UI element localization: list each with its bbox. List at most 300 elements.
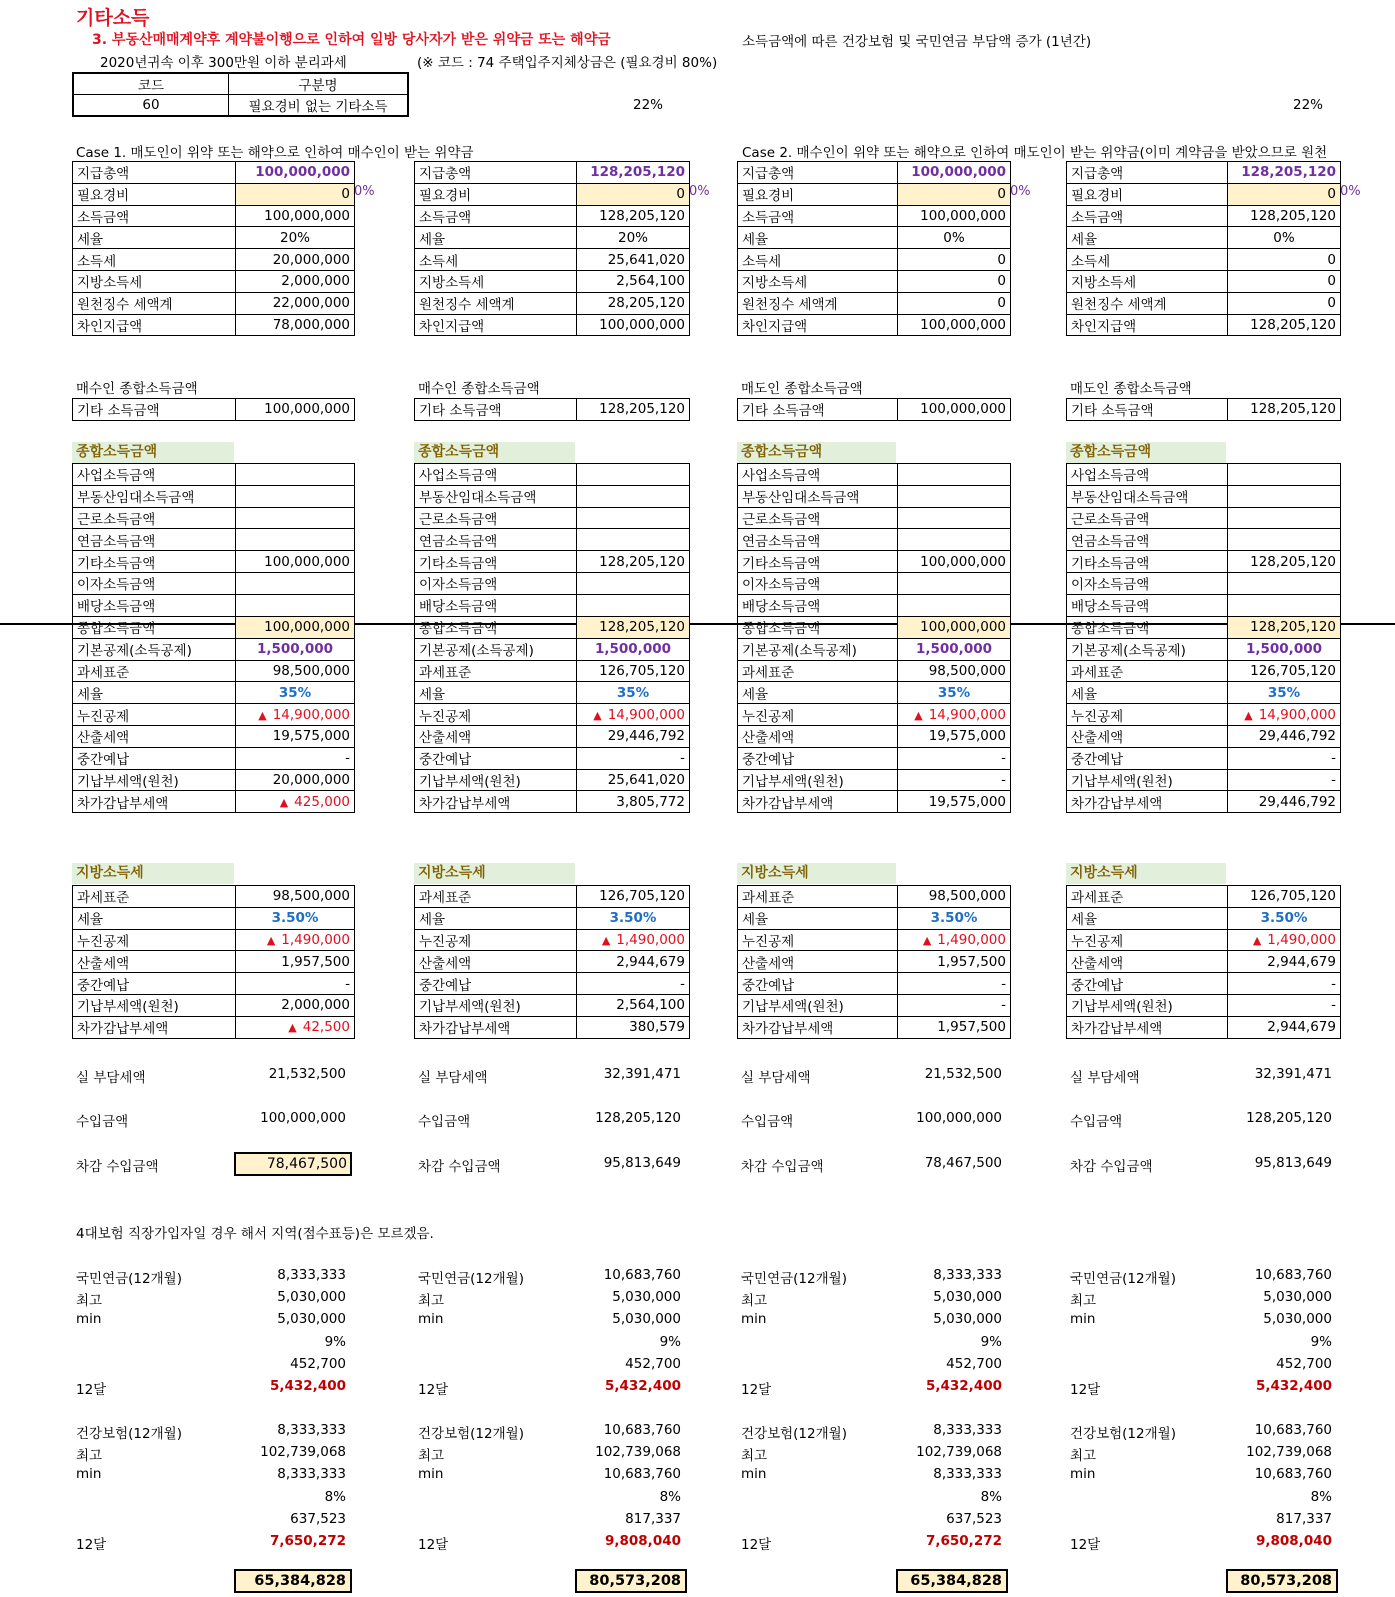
cell-value: 100,000,000 <box>920 401 1006 418</box>
row-label: 차가감납부세액 <box>738 791 898 813</box>
row-value <box>236 572 355 594</box>
row-label: 산출세액 <box>1067 725 1228 747</box>
row-value <box>898 725 1011 747</box>
row-value <box>236 725 355 747</box>
row-value <box>577 1016 690 1038</box>
table-row <box>73 682 355 704</box>
row-label: 누진공제 <box>738 704 898 726</box>
table-row <box>1067 791 1341 813</box>
red-triangle-up-icon: ▲ <box>288 1021 297 1035</box>
table-row <box>73 270 355 292</box>
table-row <box>415 551 690 573</box>
health-value: 10,683,760 <box>603 1422 681 1438</box>
table-row <box>73 485 355 507</box>
row-label: 차가감납부세액 <box>1067 1016 1228 1038</box>
pension-label: min <box>1070 1311 1096 1328</box>
cell-value: 126,705,120 <box>1250 662 1336 679</box>
section-header-comprehensive: 종합소득금액 <box>1066 442 1226 463</box>
row-value <box>1228 704 1341 726</box>
row-value <box>577 791 690 813</box>
row-label: 차인지급액 <box>415 314 577 336</box>
row-label: 기납부세액(원천) <box>415 994 577 1016</box>
net-income-value: 78,467,500 <box>234 1152 352 1176</box>
row-label: 기본공제(소득공제) <box>738 638 898 660</box>
table-row <box>73 617 355 639</box>
row-label: 이자소득금액 <box>415 572 577 594</box>
row-value <box>577 951 690 973</box>
row-value <box>1228 725 1341 747</box>
row-value <box>1228 205 1341 227</box>
row-value <box>577 725 690 747</box>
cell-value: 20% <box>617 229 648 246</box>
table-row <box>73 929 355 951</box>
pension-value: 5,030,000 <box>1263 1289 1332 1306</box>
row-label: 세율 <box>1067 907 1228 929</box>
row-label: 중간예납 <box>73 973 236 995</box>
row-value <box>1228 292 1341 314</box>
summary-value: 21,532,500 <box>924 1066 1002 1082</box>
health-value: 637,523 <box>290 1510 346 1527</box>
row-label: 사업소득금액 <box>738 464 898 486</box>
cell-value: - <box>1001 771 1006 788</box>
row-value <box>1228 594 1341 616</box>
table-row <box>738 929 1011 951</box>
page-title: 기타소득 <box>76 7 150 29</box>
cell-value: 19,575,000 <box>928 793 1006 810</box>
cell-value: 100,000,000 <box>920 207 1006 224</box>
table-row <box>415 270 690 292</box>
row-value <box>898 973 1011 995</box>
health-value: 102,739,068 <box>916 1444 1002 1461</box>
table-row <box>73 227 355 249</box>
pension-value: 9% <box>659 1333 681 1350</box>
row-label: 소득세 <box>415 249 577 271</box>
section-header-local-tax: 지방소득세 <box>1066 863 1226 884</box>
row-value <box>1228 769 1341 791</box>
row-value <box>1228 464 1341 486</box>
section-header-local-tax: 지방소득세 <box>72 863 234 884</box>
row-value <box>236 886 355 908</box>
cell-value: 14,900,000 <box>272 706 350 723</box>
gross-income-table <box>1066 398 1341 421</box>
row-value <box>236 617 355 639</box>
row-label: 연금소득금액 <box>73 529 236 551</box>
row-label: 중간예납 <box>1067 973 1228 995</box>
row-value <box>898 617 1011 639</box>
row-value <box>236 270 355 292</box>
row-label: 차가감납부세액 <box>415 1016 577 1038</box>
table-row <box>415 638 690 660</box>
cell-value: 2,944,679 <box>616 953 685 970</box>
cell-value: 14,900,000 <box>928 706 1006 723</box>
table-row <box>1067 660 1341 682</box>
row-label: 필요경비 <box>415 183 577 205</box>
cell-value: 1,490,000 <box>937 931 1006 948</box>
cell-value: 128,205,120 <box>1250 401 1336 418</box>
cell-value: 2,944,679 <box>1267 953 1336 970</box>
row-value <box>898 638 1011 660</box>
row-value <box>1228 886 1341 908</box>
row-value <box>898 485 1011 507</box>
table-row <box>1067 399 1341 421</box>
cell-value: 126,705,120 <box>599 662 685 679</box>
table-row <box>1067 485 1341 507</box>
total-burden-value: 80,573,208 <box>1226 1569 1338 1593</box>
pension-value: 452,700 <box>290 1355 346 1372</box>
row-label: 차가감납부세액 <box>1067 791 1228 813</box>
row-label: 지방소득세 <box>738 270 898 292</box>
row-value <box>236 769 355 791</box>
local-tax-table <box>72 885 355 1039</box>
cell-value: 100,000,000 <box>255 164 350 181</box>
table-row <box>738 507 1011 529</box>
row-value <box>236 1016 355 1038</box>
pension-value: 5,030,000 <box>612 1311 681 1328</box>
note-separate-tax: 2020년귀속 이후 300만원 이하 분리과세 <box>100 55 347 71</box>
row-label: 배당소득금액 <box>415 594 577 616</box>
cell-value: 35% <box>278 684 312 701</box>
table-row <box>1067 682 1341 704</box>
table-row <box>738 704 1011 726</box>
table-row <box>1067 929 1341 951</box>
table-row <box>415 485 690 507</box>
cell-value: 1,490,000 <box>1267 931 1336 948</box>
row-value <box>898 249 1011 271</box>
cell-value: 128,205,120 <box>599 619 685 636</box>
income-tax-table <box>72 616 355 813</box>
health-label: min <box>741 1466 767 1483</box>
table-row <box>73 551 355 573</box>
table-row <box>73 951 355 973</box>
table-row <box>738 951 1011 973</box>
cell-value: 29,446,792 <box>1258 728 1336 745</box>
row-label: 지급총액 <box>415 162 577 184</box>
row-value <box>236 747 355 769</box>
health-label: min <box>1070 1466 1096 1483</box>
row-value <box>577 183 690 205</box>
row-value <box>898 529 1011 551</box>
row-label: 차가감납부세액 <box>415 791 577 813</box>
summary-value: 95,813,649 <box>603 1155 681 1171</box>
cell-value: - <box>1331 997 1336 1014</box>
row-label: 기타소득금액 <box>415 551 577 573</box>
section-header-local-tax: 지방소득세 <box>737 863 896 884</box>
table-row <box>1067 725 1341 747</box>
health-label: 12달 <box>76 1537 107 1553</box>
row-label: 연금소득금액 <box>415 529 577 551</box>
summary-value: 128,205,120 <box>595 1110 681 1126</box>
cell-value: 1,490,000 <box>281 931 350 948</box>
table-row <box>1067 162 1341 184</box>
gross-income-title: 매수인 종합소득금액 <box>418 381 540 397</box>
pension-label: 12달 <box>741 1382 772 1398</box>
table-row <box>73 704 355 726</box>
table-row <box>73 907 355 929</box>
row-value <box>236 638 355 660</box>
gross-income-table <box>414 398 690 421</box>
row-value <box>898 769 1011 791</box>
row-label: 기본공제(소득공제) <box>415 638 577 660</box>
table-row <box>73 249 355 271</box>
row-label: 종합소득금액 <box>415 617 577 639</box>
row-value <box>577 929 690 951</box>
row-label: 누진공제 <box>1067 704 1228 726</box>
row-label: 지급총액 <box>1067 162 1228 184</box>
row-label: 근로소득금액 <box>1067 507 1228 529</box>
row-label: 차인지급액 <box>73 314 236 336</box>
red-triangle-up-icon: ▲ <box>258 708 267 722</box>
row-value <box>236 507 355 529</box>
cell-value: 100,000,000 <box>264 207 350 224</box>
cell-value: 98,500,000 <box>272 662 350 679</box>
row-value <box>577 973 690 995</box>
cell-value: 98,500,000 <box>272 888 350 905</box>
row-label: 배당소득금액 <box>738 594 898 616</box>
pension-value: 5,432,400 <box>269 1378 346 1394</box>
pension-value: 452,700 <box>625 1355 681 1372</box>
row-label: 누진공제 <box>1067 929 1228 951</box>
category-value: 필요경비 없는 기타소득 <box>229 95 409 117</box>
category-header: 구분명 <box>229 73 409 95</box>
withholding-table <box>1066 161 1341 336</box>
pension-value: 5,030,000 <box>277 1289 346 1306</box>
row-label: 차가감납부세액 <box>738 1016 898 1038</box>
table-row <box>73 205 355 227</box>
row-value <box>236 791 355 813</box>
health-value: 10,683,760 <box>1254 1422 1332 1438</box>
cell-value: 3.50% <box>1260 910 1308 927</box>
row-value <box>1228 682 1341 704</box>
rate-22-a: 22% <box>633 97 664 113</box>
table-row <box>415 704 690 726</box>
cell-value: 126,705,120 <box>1250 888 1336 905</box>
row-label: 중간예납 <box>1067 747 1228 769</box>
pension-value: 9% <box>980 1333 1002 1350</box>
table-row <box>738 660 1011 682</box>
row-value <box>236 399 355 421</box>
row-value <box>1228 485 1341 507</box>
health-value: 102,739,068 <box>595 1444 681 1461</box>
pension-value: 452,700 <box>946 1355 1002 1372</box>
cell-value: 19,575,000 <box>928 728 1006 745</box>
table-row <box>415 183 690 205</box>
row-value <box>236 314 355 336</box>
row-value <box>1228 791 1341 813</box>
cell-value: 128,205,120 <box>1250 316 1336 333</box>
row-value <box>577 638 690 660</box>
row-value <box>1228 551 1341 573</box>
table-row <box>415 314 690 336</box>
table-row <box>1067 907 1341 929</box>
table-row <box>1067 464 1341 486</box>
row-label: 누진공제 <box>73 704 236 726</box>
gross-income-title: 매도인 종합소득금액 <box>1070 381 1192 397</box>
health-value: 7,650,272 <box>925 1533 1002 1549</box>
health-value: 9,808,040 <box>1255 1533 1332 1549</box>
health-value: 8% <box>659 1488 681 1505</box>
table-row <box>415 682 690 704</box>
table-row <box>73 994 355 1016</box>
row-value <box>236 551 355 573</box>
row-value <box>577 162 690 184</box>
table-row <box>415 162 690 184</box>
row-value <box>1228 270 1341 292</box>
row-label: 세율 <box>738 227 898 249</box>
table-row <box>73 769 355 791</box>
table-row <box>415 594 690 616</box>
row-label: 소득세 <box>1067 249 1228 271</box>
row-value <box>898 1016 1011 1038</box>
cell-value: 0 <box>676 186 685 203</box>
table-row <box>73 529 355 551</box>
row-value <box>1228 907 1341 929</box>
row-label: 산출세액 <box>415 951 577 973</box>
cell-value: 14,900,000 <box>607 706 685 723</box>
cell-value: - <box>1001 750 1006 767</box>
row-label: 중간예납 <box>738 973 898 995</box>
table-row <box>415 1016 690 1038</box>
pension-label: 최고 <box>1070 1293 1097 1310</box>
total-burden-value: 65,384,828 <box>896 1569 1008 1593</box>
row-label: 세율 <box>1067 682 1228 704</box>
row-value <box>898 292 1011 314</box>
cell-value: 25,641,020 <box>607 251 685 268</box>
table-row <box>415 747 690 769</box>
row-label: 차가감납부세액 <box>73 1016 236 1038</box>
summary-label: 차감 수입금액 <box>418 1159 501 1175</box>
row-label: 기타소득금액 <box>73 551 236 573</box>
row-label: 배당소득금액 <box>1067 594 1228 616</box>
row-value <box>236 704 355 726</box>
red-triangle-up-icon: ▲ <box>266 933 276 947</box>
table-row <box>1067 704 1341 726</box>
summary-value: 78,467,500 <box>924 1155 1002 1171</box>
case1-title: Case 1. 매도인이 위약 또는 해약으로 인하여 매수인이 받는 위약금 <box>76 145 474 161</box>
table-row <box>415 660 690 682</box>
table-row <box>738 791 1011 813</box>
table-row <box>415 292 690 314</box>
pension-label: 국민연금(12개월) <box>741 1271 847 1287</box>
health-value: 7,650,272 <box>269 1533 346 1549</box>
table-row <box>73 162 355 184</box>
cell-value: 128,205,120 <box>1250 553 1336 570</box>
cell-value: 128,205,120 <box>1241 164 1336 181</box>
row-label: 세율 <box>738 682 898 704</box>
table-row <box>73 973 355 995</box>
row-value <box>236 529 355 551</box>
cell-value: 25,641,020 <box>607 771 685 788</box>
row-label: 차가감납부세액 <box>73 791 236 813</box>
table-row <box>738 162 1011 184</box>
table-row <box>1067 638 1341 660</box>
row-value <box>236 594 355 616</box>
row-label: 세율 <box>415 907 577 929</box>
cell-value: 0 <box>341 186 350 203</box>
health-label: 12달 <box>1070 1537 1101 1553</box>
row-label: 중간예납 <box>738 747 898 769</box>
health-label: 건강보험(12개월) <box>418 1426 524 1442</box>
table-row <box>738 183 1011 205</box>
row-label: 세율 <box>415 682 577 704</box>
row-label: 기납부세액(원천) <box>738 769 898 791</box>
row-value <box>577 682 690 704</box>
cell-value: 100,000,000 <box>264 619 350 636</box>
row-value <box>1228 973 1341 995</box>
cell-value: 2,000,000 <box>281 997 350 1014</box>
summary-value: 32,391,471 <box>1254 1066 1332 1082</box>
row-value <box>1228 162 1341 184</box>
table-row <box>73 464 355 486</box>
table-row <box>738 886 1011 908</box>
row-value <box>236 205 355 227</box>
row-label: 종합소득금액 <box>1067 617 1228 639</box>
row-label: 중간예납 <box>415 973 577 995</box>
row-value <box>236 929 355 951</box>
row-value <box>577 529 690 551</box>
table-row <box>738 747 1011 769</box>
row-label: 원천징수 세액계 <box>1067 292 1228 314</box>
health-value: 817,337 <box>625 1510 681 1527</box>
table-row <box>73 572 355 594</box>
health-value: 102,739,068 <box>260 1444 346 1461</box>
expense-rate: 0% <box>689 184 710 199</box>
cell-value: 2,944,679 <box>1267 1019 1336 1036</box>
withholding-table <box>414 161 690 336</box>
cell-value: 1,500,000 <box>594 641 671 658</box>
row-label: 기납부세액(원천) <box>1067 769 1228 791</box>
summary-value: 95,813,649 <box>1254 1155 1332 1171</box>
cell-value: 128,205,120 <box>599 401 685 418</box>
pension-label: min <box>418 1311 444 1328</box>
table-row <box>738 227 1011 249</box>
row-label: 산출세액 <box>738 725 898 747</box>
row-value <box>898 747 1011 769</box>
cell-value: 1,500,000 <box>256 641 333 658</box>
row-value <box>1228 572 1341 594</box>
table-row <box>738 464 1011 486</box>
cell-value: 0 <box>1327 295 1336 312</box>
cell-value: 35% <box>1267 684 1301 701</box>
summary-label: 수입금액 <box>76 1114 129 1130</box>
expense-rate: 0% <box>354 184 375 199</box>
table-row <box>415 529 690 551</box>
cell-value: 98,500,000 <box>928 662 1006 679</box>
note-top-right: 소득금액에 따른 건강보험 및 국민연금 부담액 증가 (1년간) <box>742 34 1092 50</box>
row-value <box>577 270 690 292</box>
expense-rate: 0% <box>1340 184 1361 199</box>
row-label: 연금소득금액 <box>738 529 898 551</box>
withholding-table <box>72 161 355 336</box>
cell-value: 425,000 <box>294 793 350 810</box>
table-row <box>415 994 690 1016</box>
table-row <box>73 399 355 421</box>
table-row <box>415 464 690 486</box>
row-label: 과세표준 <box>1067 660 1228 682</box>
pension-label: 최고 <box>76 1293 103 1310</box>
row-value <box>898 162 1011 184</box>
cell-value: 100,000,000 <box>920 619 1006 636</box>
health-value: 10,683,760 <box>1254 1466 1332 1483</box>
table-row <box>73 638 355 660</box>
cell-value: 3,805,772 <box>616 793 685 810</box>
table-row <box>738 617 1011 639</box>
table-row <box>738 551 1011 573</box>
income-table <box>737 463 1011 617</box>
row-label: 세율 <box>415 227 577 249</box>
row-value <box>1228 994 1341 1016</box>
cell-value: 1,500,000 <box>1245 641 1322 658</box>
row-value <box>236 183 355 205</box>
